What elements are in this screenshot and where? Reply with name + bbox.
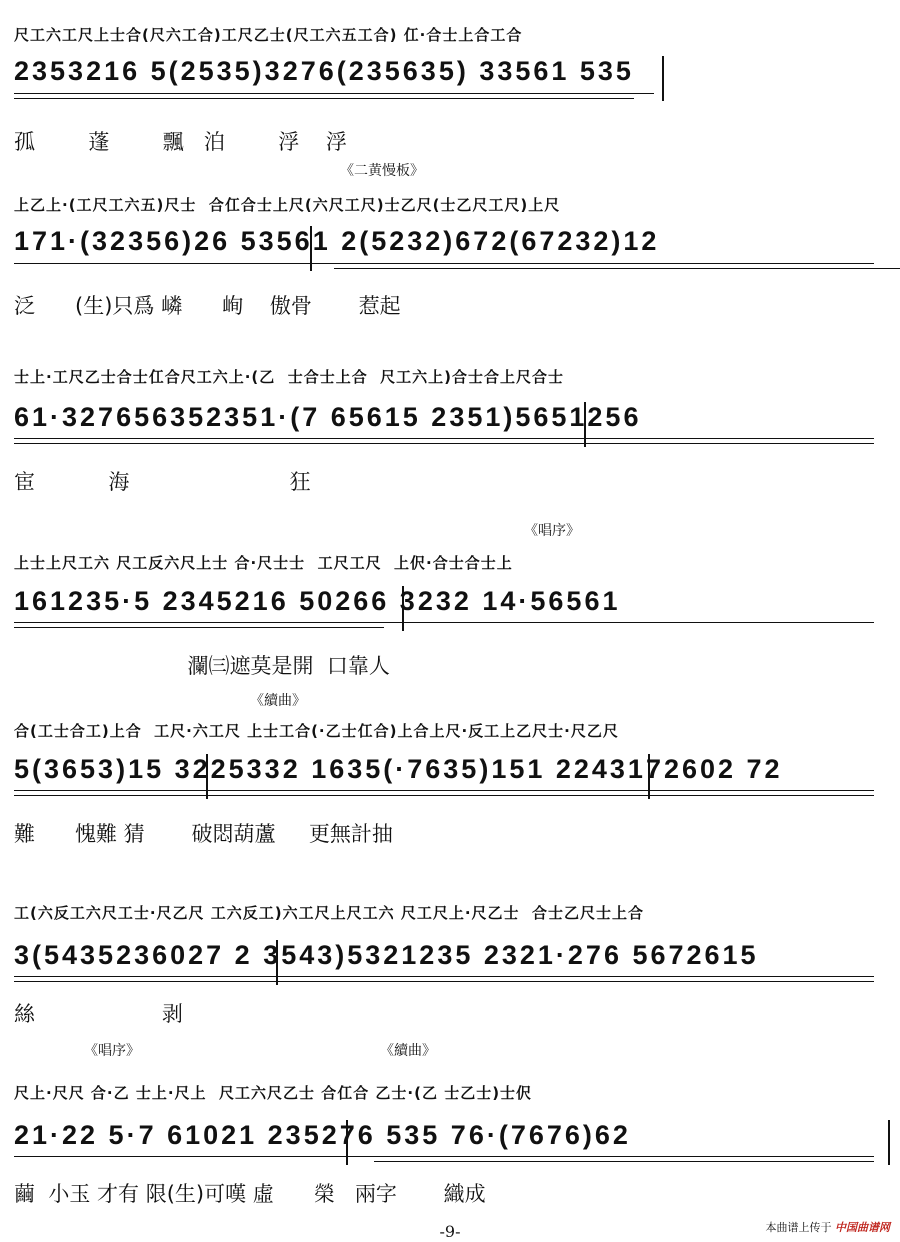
gongche-notation: 尺上·尺尺 合·乙 士上·尺上 尺工六尺乙士 合仜合 乙士·(乙 士乙士)士伬: [14, 1084, 533, 1102]
score-system-4: [14, 510, 892, 680]
barline: [888, 1120, 890, 1165]
lyrics: 瀾㈢遮莫是開 口靠人: [14, 654, 390, 678]
beam-line: [14, 795, 874, 796]
gongche-notation: 尺工六工尺上士合(尺六工合)工尺乙士(尺工六五工合) 仜·合士上合工合: [14, 26, 523, 44]
gongche-notation: 合(工士合工)上合 工尺·六工尺 上士工合(·乙士仜合)上合上尺·反工上乙尺士·尺乙尺: [14, 722, 619, 740]
beam-line: [14, 981, 874, 982]
beam-line: [14, 622, 874, 623]
tempo-marking: 《續曲》: [380, 1043, 436, 1059]
beam-line: [14, 443, 874, 444]
score-system-7: [14, 1040, 892, 1210]
jianpu-numbers: 3(5435236027 2 3543)5321235 2321·276 5672615: [14, 940, 759, 970]
barline: [402, 586, 404, 631]
gongche-notation: 工(六反工六尺工士·尺乙尺 工六反工)六工尺上尺工六 尺工尺上·尺乙士 合士乙尺士上合: [14, 904, 644, 922]
beam-line: [374, 1161, 874, 1162]
beam-line: [334, 268, 900, 269]
jianpu-numbers: 21·22 5·7 61021 235276 535 76·(7676)62: [14, 1120, 631, 1150]
beam-line: [14, 790, 874, 791]
barline: [648, 754, 650, 799]
brand-logo: 中国曲谱网: [835, 1221, 890, 1234]
beam-line: [14, 627, 384, 628]
beam-line: [14, 438, 874, 439]
beam-line: [14, 93, 654, 94]
page-number: -9-: [439, 1222, 461, 1241]
score-system-5: [14, 690, 892, 850]
barline: [584, 402, 586, 447]
lyrics: 孤 蓬 飄 泊 浮 浮: [14, 130, 347, 154]
tempo-marking: 《唱序》: [524, 523, 580, 539]
barline: [206, 754, 208, 799]
lyrics: 難 愧難 猜 破悶葫蘆 更無計抽: [14, 822, 393, 846]
beam-line: [14, 1156, 874, 1157]
jianpu-numbers: 2353216 5(2535)3276(235635) 33561 535: [14, 56, 634, 86]
barline: [662, 56, 664, 101]
score-system-6: [14, 860, 892, 1030]
tempo-marking: 《續曲》: [250, 693, 306, 709]
upload-note: [766, 1219, 891, 1235]
jianpu-numbers: 161235·5 2345216 50266 3232 14·56561: [14, 586, 621, 616]
lyrics: 宦 海 狂: [14, 470, 311, 494]
gongche-notation: 士上·工尺乙士合士仜合尺工六上·(乙 士合士上合 尺工六上)合士合上尺合士: [14, 368, 564, 386]
tempo-marking: 《二黄慢板》: [340, 163, 424, 179]
beam-line: [14, 263, 874, 264]
barline: [310, 226, 312, 271]
gongche-notation: 上乙上·(工尺工六五)尺士 合仜合士上尺(六尺工尺)士乙尺(士乙尺工尺)上尺: [14, 196, 561, 214]
lyrics: 絲 剥: [14, 1002, 183, 1026]
beam-line: [14, 98, 634, 99]
score-system-3: [14, 340, 892, 500]
score-system-1: [14, 8, 892, 158]
jianpu-numbers: 5(3653)15 3225332 1635(·7635)151 2243172602 72: [14, 754, 783, 784]
score-system-2: [14, 160, 892, 330]
barline: [346, 1120, 348, 1165]
upload-note-text: 本曲谱上传于: [765, 1221, 832, 1234]
jianpu-numbers: 171·(32356)26 53561 2(5232)672(67232)12: [14, 226, 660, 256]
tempo-marking: 《唱序》: [84, 1043, 140, 1059]
barline: [276, 940, 278, 985]
lyrics: 泛 (生)只爲 嶙 峋 傲骨 惹起: [14, 294, 401, 318]
gongche-notation: 上士上尺工六 尺工反六尺上士 合·尺士士 工尺工尺 上伬·合士合士上: [14, 554, 513, 572]
lyrics: 繭 小玉 才有 限(生)可嘆 虛 榮 兩字 織成: [14, 1182, 486, 1206]
beam-line: [14, 976, 874, 977]
jianpu-numbers: 61·327656352351·(7 65615 2351)5651256: [14, 402, 642, 432]
